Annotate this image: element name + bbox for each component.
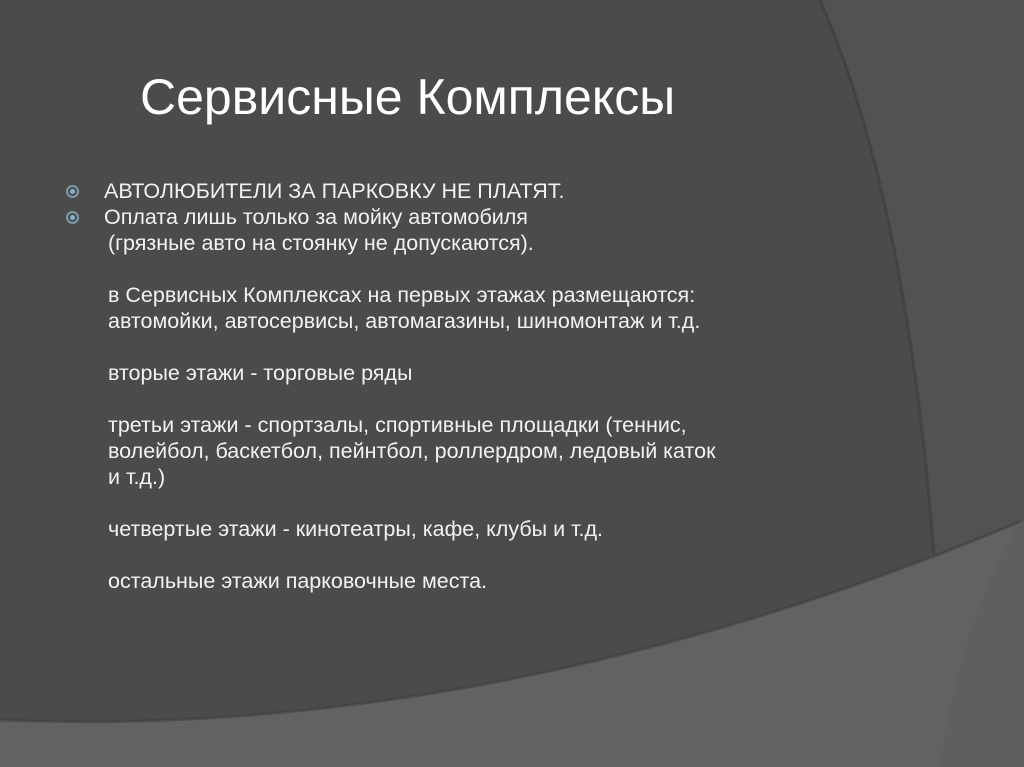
floor1-line2: автомойки, автосервисы, автомагазины, шиномонтаж и т.д. xyxy=(108,309,701,333)
bullet-text: Оплата лишь только за мойку автомобиля xyxy=(104,205,528,229)
bullet-item xyxy=(66,178,906,204)
slide-title: Сервисные Комплексы xyxy=(140,69,676,125)
floor4-line: четвертые этажи - кинотеатры, кафе, клубы и т.д. xyxy=(108,517,604,541)
bullet-item xyxy=(66,204,906,230)
bullet-text: АВТОЛЮБИТЕЛИ ЗА ПАРКОВКУ НЕ ПЛАТЯТ. xyxy=(104,179,565,203)
floor1-line1: в Сервисных Комплексах на первых этажах размещаются: xyxy=(108,283,696,307)
parking-note: (грязные авто на стоянку не допускаются). xyxy=(108,231,534,255)
circle-bullet-icon xyxy=(66,211,79,224)
circle-bullet-icon xyxy=(66,185,79,198)
floor3-line3: и т.д.) xyxy=(108,465,166,489)
floor3-line2: волейбол, баскетбол, пейнтбол, роллердром, ледовый каток xyxy=(108,439,716,463)
slide-content xyxy=(66,178,906,594)
rest-floors-line: остальные этажи парковочные места. xyxy=(108,569,488,593)
floor2-line: вторые этажи - торговые ряды xyxy=(108,361,413,385)
floor3-line1: третьи этажи - спортзалы, спортивные площадки (теннис, xyxy=(108,413,687,437)
